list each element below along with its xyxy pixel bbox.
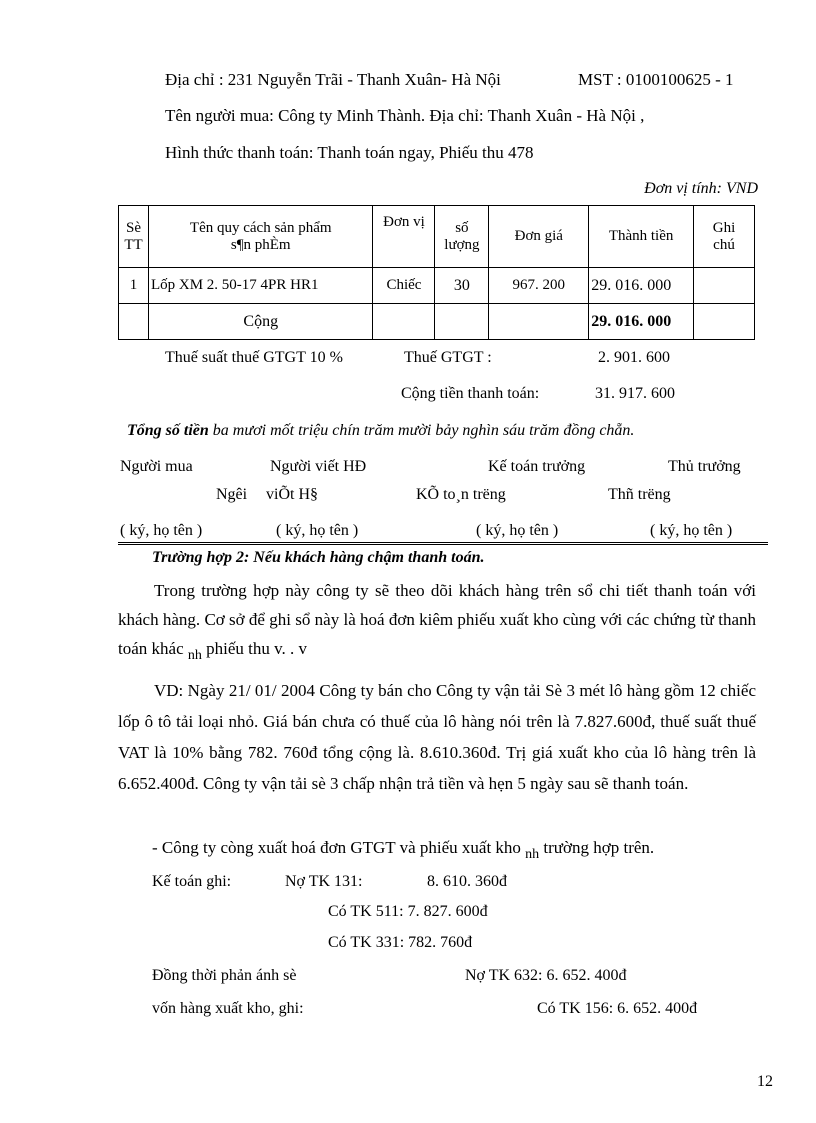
tax-code: MST : 0100100625 - 1 [578, 70, 734, 89]
header-quantity: số lượng [435, 206, 489, 268]
header-product-name: Tên quy cách sản phẩm s¶n phÈm [148, 206, 373, 268]
header-note: Ghi chú [694, 206, 755, 268]
entry-co-331: Có TK 331: 782. 760đ [328, 934, 473, 951]
entry-no-632: Nợ TK 632: 6. 652. 400đ [465, 967, 627, 984]
entry-no-131-value: 8. 610. 360đ [427, 873, 507, 890]
sig-garbled-accountant: KÕ to¸n trëng [416, 486, 506, 503]
pay-total-label: Cộng tiền thanh toán: [401, 385, 540, 402]
header-stt: Sè TT [119, 206, 149, 268]
sign-note-accountant: ( ký, họ tên ) [476, 522, 559, 539]
seller-address: Địa chỉ : 231 Nguyễn Trãi - Thanh Xuân- Hà Nội [165, 70, 501, 89]
row-price: 967. 200 [489, 268, 589, 304]
row-note [694, 268, 755, 304]
table-row [119, 268, 755, 304]
invoice-table [118, 205, 755, 340]
vat-rate: Thuế suất thuế GTGT 10 % [165, 349, 343, 366]
table-header-row [119, 206, 755, 268]
pay-total-value: 31. 917. 600 [595, 385, 675, 402]
sig-garbled-writer-b: viÕt H§ [266, 486, 318, 503]
buyer-info: Tên người mua: Công ty Minh Thành. Địa chỉ: Thanh Xuân - Hà Nội , [165, 106, 645, 125]
sign-note-director: ( ký, họ tên ) [650, 522, 733, 539]
case2-title: Trường hợp 2: Nếu khách hàng chậm thanh toán. [152, 549, 485, 566]
row-unit: Chiếc [373, 268, 435, 304]
table-sum-row [119, 304, 755, 340]
sign-note-buyer: ( ký, họ tên ) [120, 522, 203, 539]
header-price: Đơn giá [489, 206, 589, 268]
row-product-name: Lốp XM 2. 50-17 4PR HR1 [148, 268, 373, 304]
case2-paragraph-2: VD: Ngày 21/ 01/ 2004 Công ty bán cho Công ty vận tải Sè 3 mét lô hàng gồm 12 chiếc lốp ô tô tải loại nhỏ. Giá bán chưa có thuế của lô hàng nói trên là 7.827.600đ, thuế suất thuế VAT là 10% bằng 782. 760đ tổng cộng là. 8.610.360đ. Trị giá xuất kho của lô hàng trên là 6.652.400đ. Công ty vận tải sè 3 chấp nhận trả tiền và hẹn 5 ngày sau sẽ thanh toán. [118, 681, 756, 793]
sum-total: 29. 016. 000 [589, 304, 694, 340]
case2-paragraph-1: Trong trường hợp này công ty sẽ theo dõi khách hàng trên sổ chi tiết thanh toán với khách hàng. Cơ sở để ghi sổ này là hoá đơn kiêm phiếu xuất kho cùng với các chứng từ thanh toán khác $_{nh}$ phiếu thu v. . v [118, 581, 756, 663]
amount-in-words [127, 422, 634, 440]
entry-co-156: Có TK 156: 6. 652. 400đ [537, 1000, 698, 1017]
payment-method: Hình thức thanh toán: Thanh toán ngay, Phiếu thu 478 [165, 143, 534, 162]
amount-words-label: Tổng số tiền [127, 422, 209, 439]
currency-unit: Đơn vị tính: VND [644, 180, 758, 197]
entry-co-511: Có TK 511: 7. 827. 600đ [328, 903, 488, 920]
vat-label: Thuế GTGT : [404, 349, 492, 366]
amount-words-text: ba mươi mốt triệu chín trăm mười bảy nghìn sáu trăm đồng chẵn. [208, 422, 635, 439]
section-divider [118, 542, 768, 545]
sig-accountant: Kế toán trưởng [488, 458, 586, 475]
header-total: Thành tiền [589, 206, 694, 268]
entry-label: Kế toán ghi: [152, 873, 232, 890]
sum-label: Cộng [148, 304, 373, 340]
reflect-line-2: vốn hàng xuất kho, ghi: [152, 1000, 304, 1017]
sig-garbled-writer-a: Ngêi [216, 486, 248, 503]
header-unit: Đơn vị [373, 206, 435, 268]
sig-writer: Người viết HĐ [270, 458, 367, 475]
page-number: 12 [757, 1073, 773, 1090]
sign-note-writer: ( ký, họ tên ) [276, 522, 359, 539]
entry-no-131: Nợ TK 131: [285, 873, 363, 890]
row-stt: 1 [119, 268, 149, 304]
sig-garbled-director: Thñ trëng [608, 486, 671, 503]
row-total: 29. 016. 000 [589, 268, 694, 304]
row-quantity: 30 [435, 268, 489, 304]
sig-director: Thủ trưởng [668, 458, 741, 475]
vat-value: 2. 901. 600 [598, 349, 670, 366]
reflect-line-1: Đồng thời phản ánh sè [152, 967, 297, 984]
sig-buyer: Người mua [120, 458, 193, 475]
case2-line-3: - Công ty còng xuất hoá đơn GTGT và phiếu xuất kho $_{nh}$ trường hợp trên. [152, 838, 655, 862]
